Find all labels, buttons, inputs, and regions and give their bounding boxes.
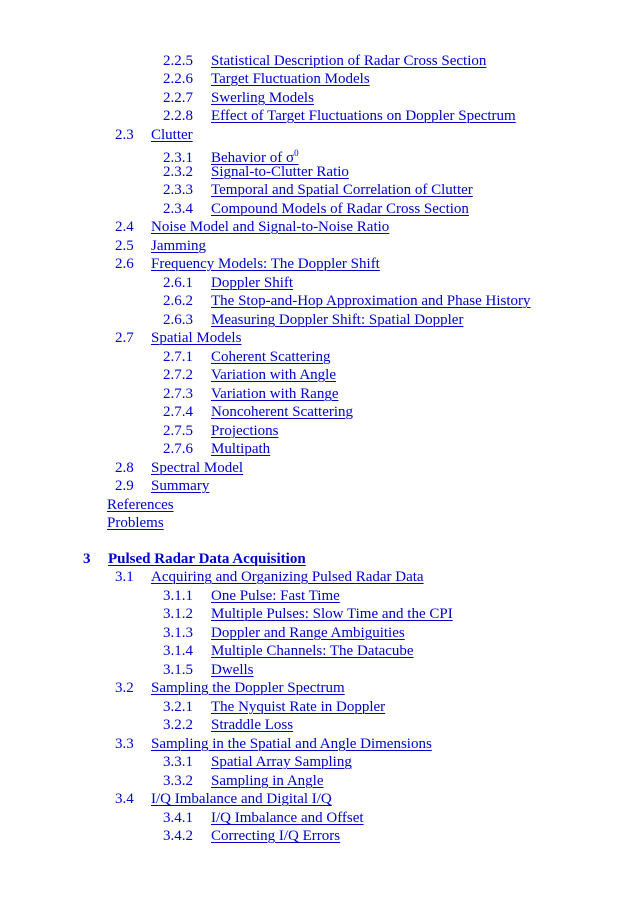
toc-entry-3-1-3[interactable] (163, 624, 405, 642)
toc-entry-title: Compound Models of Radar Cross Section (211, 201, 469, 217)
toc-entry-3-1-1[interactable] (163, 587, 340, 605)
toc-entry-title: The Nyquist Rate in Doppler (211, 699, 386, 715)
toc-entry-3-3-2[interactable] (163, 772, 324, 790)
toc-entry-title: The Stop-and-Hop Approximation and Phase History (211, 293, 531, 309)
toc-entry-title: Sampling the Doppler Spectrum (151, 680, 345, 696)
toc-entry-title: Doppler and Range Ambiguities (211, 625, 405, 641)
toc-entry-2-3-4[interactable] (163, 200, 469, 218)
toc-entry-3-4[interactable] (115, 790, 332, 808)
toc-entry-title: I/Q Imbalance and Offset (211, 810, 364, 826)
toc-entry-2-7-5[interactable] (163, 422, 279, 440)
toc-entry-title: References (107, 497, 174, 513)
toc-entry-title: Variation with Range (211, 386, 339, 402)
toc-entry-title: Projections (211, 423, 279, 439)
toc-entry-title: Multiple Pulses: Slow Time and the CPI (211, 606, 453, 622)
toc-entry-number: 2.8 (115, 460, 134, 476)
toc-entry-2-2-6[interactable] (163, 70, 370, 88)
toc-entry-title: Target Fluctuation Models (211, 71, 370, 87)
toc-entry-2-2-5[interactable] (163, 52, 486, 70)
toc-entry-2-7[interactable] (115, 329, 241, 347)
toc-entry-title: Noncoherent Scattering (211, 404, 354, 420)
toc-entry-title: Spectral Model (151, 460, 244, 476)
toc-entry-title: Spatial Models (151, 330, 242, 346)
toc-entry-2-7-3[interactable] (163, 385, 338, 403)
toc-entry-number: 3.1.1 (163, 588, 193, 604)
toc-entry-title: Temporal and Spatial Correlation of Clutter (211, 182, 473, 198)
toc-entry-title: Straddle Loss (211, 717, 294, 733)
toc-entry-title: I/Q Imbalance and Digital I/Q (151, 791, 332, 807)
toc-entry-number: 3 (83, 551, 91, 567)
toc-entry-number: 3.3.1 (163, 754, 193, 770)
toc-entry-number: 2.6.2 (163, 293, 193, 309)
toc-entry-number: 3.2.2 (163, 717, 193, 733)
toc-entry-number: 2.5 (115, 238, 134, 254)
toc-entry-number: 2.2.5 (163, 53, 193, 69)
toc-entry-title: Doppler Shift (211, 275, 294, 291)
toc-entry-title: Measuring Doppler Shift: Spatial Doppler (211, 312, 464, 328)
toc-entry-number: 3.2 (115, 680, 134, 696)
toc-entry-title: Correcting I/Q Errors (211, 828, 341, 844)
toc-entry-title: Multiple Channels: The Datacube (211, 643, 414, 659)
toc-entry-number: 2.4 (115, 219, 134, 235)
toc-entry-3-4-2[interactable] (163, 827, 340, 845)
toc-entry-number: 2.2.6 (163, 71, 193, 87)
toc-entry-2-8[interactable] (115, 459, 243, 477)
toc-entry-title: One Pulse: Fast Time (211, 588, 340, 604)
toc-entry-title: Summary (151, 478, 210, 494)
toc-entry-number: 3.4.2 (163, 828, 193, 844)
toc-entry-number: 2.2.8 (163, 108, 193, 124)
toc-entry-number: 2.7.4 (163, 404, 193, 420)
toc-entry-number: 2.6.3 (163, 312, 193, 328)
toc-entry-title: Dwells (211, 662, 254, 678)
toc-entry-title: Swerling Models (211, 90, 314, 106)
toc-entry-number: 3.1.3 (163, 625, 193, 641)
toc-entry-number: 2.3.3 (163, 182, 193, 198)
toc-entry-number: 3.1 (115, 569, 134, 585)
toc-entry-title: Coherent Scattering (211, 349, 331, 365)
toc-entry-title: Frequency Models: The Doppler Shift (151, 256, 380, 272)
toc-entry-title: Noise Model and Signal-to-Noise Ratio (151, 219, 390, 235)
toc-entry-3-2-2[interactable] (163, 716, 293, 734)
toc-entry-2-2-7[interactable] (163, 89, 314, 107)
toc-entry-problems[interactable] (107, 514, 164, 532)
toc-entry-title: Spatial Array Sampling (211, 754, 352, 770)
toc-entry-title: Acquiring and Organizing Pulsed Radar Data (151, 569, 424, 585)
toc-entry-number: 2.3.4 (163, 201, 193, 217)
toc-entry-3-1-5[interactable] (163, 661, 254, 679)
toc-entry-number: 2.7.2 (163, 367, 193, 383)
toc-entry-2-5[interactable] (115, 237, 206, 255)
toc-entry-2-7-4[interactable] (163, 403, 353, 421)
toc-entry-2-6[interactable] (115, 255, 380, 273)
toc-entry-2-4[interactable] (115, 218, 389, 236)
toc-entry-title: Behavior of σ (211, 150, 295, 166)
toc-entry-3-4-1[interactable] (163, 809, 364, 827)
toc-entry-number: 3.3 (115, 736, 134, 752)
toc-entry-title: Signal-to-Clutter Ratio (211, 164, 349, 180)
toc-entry-number: 2.3.1 (163, 150, 193, 166)
toc-entry-number: 2.6.1 (163, 275, 193, 291)
toc-entry-title: Sampling in the Spatial and Angle Dimensions (151, 736, 432, 752)
toc-entry-2-9[interactable] (115, 477, 209, 495)
toc-entry-title: Problems (107, 515, 164, 531)
toc-entry-2-6-1[interactable] (163, 274, 293, 292)
toc-entry-number: 3.3.2 (163, 773, 193, 789)
toc-entry-chapter-3[interactable] (83, 550, 306, 568)
toc-entry-title: Effect of Target Fluctuations on Doppler Spectrum (211, 108, 516, 124)
toc-entry-3-2[interactable] (115, 679, 345, 697)
toc-entry-number: 2.7.5 (163, 423, 193, 439)
toc-entry-3-1-4[interactable] (163, 642, 414, 660)
toc-entry-number: 2.7.3 (163, 386, 193, 402)
toc-entry-number: 3.1.5 (163, 662, 193, 678)
toc-entry-number: 3.4.1 (163, 810, 193, 826)
toc-entry-3-3-1[interactable] (163, 753, 352, 771)
toc-entry-2-7-6[interactable] (163, 440, 270, 458)
toc-entry-title: Variation with Angle (211, 367, 336, 383)
toc-entry-number: 2.7.6 (163, 441, 193, 457)
toc-entry-number: 3.1.2 (163, 606, 193, 622)
toc-entry-number: 2.2.7 (163, 90, 193, 106)
toc-entry-2-6-2[interactable] (163, 292, 531, 310)
toc-entry-2-3-1[interactable] (163, 144, 299, 166)
toc-entry-2-6-3[interactable] (163, 311, 463, 329)
toc-entry-title: Multipath (211, 441, 271, 457)
toc-entry-title: Statistical Description of Radar Cross Section (211, 53, 487, 69)
toc-entry-2-3-2[interactable] (163, 163, 349, 181)
toc-entry-title: Pulsed Radar Data Acquisition (108, 551, 306, 567)
toc-entry-number: 3.1.4 (163, 643, 193, 659)
toc-entry-2-3-3[interactable] (163, 181, 473, 199)
toc-entry-2-2-8[interactable] (163, 107, 516, 125)
toc-entry-references[interactable] (107, 496, 174, 514)
toc-entry-3-3[interactable] (115, 735, 432, 753)
toc-entry-number: 2.3 (115, 127, 134, 143)
toc-entry-title: Clutter (151, 127, 193, 143)
toc-entry-2-7-1[interactable] (163, 348, 331, 366)
toc-entry-number: 3.2.1 (163, 699, 193, 715)
toc-entry-number: 3.4 (115, 791, 134, 807)
toc-entry-2-3[interactable] (115, 126, 193, 144)
toc-entry-number: 2.7.1 (163, 349, 193, 365)
toc-entry-number: 2.3.2 (163, 164, 193, 180)
toc-entry-3-1-2[interactable] (163, 605, 453, 623)
toc-entry-number: 2.7 (115, 330, 134, 346)
toc-entry-number: 2.6 (115, 256, 134, 272)
superscript-zero: 0 (294, 148, 299, 158)
toc-entry-3-1[interactable] (115, 568, 424, 586)
toc-entry-title: Sampling in Angle (211, 773, 324, 789)
toc-entry-number: 2.9 (115, 478, 134, 494)
toc-entry-title: Jamming (151, 238, 206, 254)
toc-entry-2-7-2[interactable] (163, 366, 336, 384)
toc-entry-3-2-1[interactable] (163, 698, 385, 716)
